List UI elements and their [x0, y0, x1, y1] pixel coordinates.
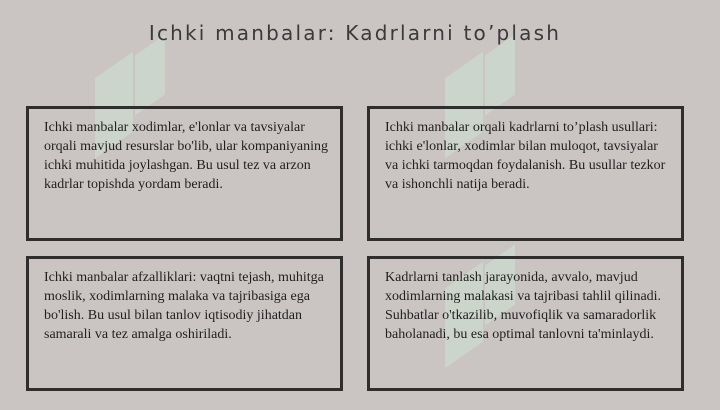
card-text: Ichki manbalar xodimlar, e'lonlar va tavsiyalar orqali mavjud resurslar bo'lib, ular kompaniyaning ichki muhitida joylashgan. Bu usul tez va arzon kadrlar topishda yordam beradi. — [44, 120, 329, 192]
text-card — [26, 106, 343, 241]
text-card — [367, 256, 684, 391]
card-text: Ichki manbalar afzalliklari: vaqtni tejash, muhitga moslik, xodimlarning malaka va tajribasiga ega bo'lish. Bu usul bilan tanlov iqtisodiy jihatdan samarali va tez amalga oshiriladi. — [44, 270, 324, 342]
slide-title: Ichki manbalar: Kadrlarni to’plash — [148, 21, 562, 45]
text-card — [367, 106, 684, 241]
card-text: Kadrlarni tanlash jarayonida, avvalo, mavjud xodimlarning malakasi va tajribasi tahlil qilinadi. Suhbatlar o'tkazilib, muvofiqlik va samaradorlik baholanadi, bu esa optimal tanlovni ta'minlaydi. — [385, 270, 662, 342]
card-text: Ichki manbalar orqali kadrlarni to’plash usullari: ichki e'lonlar, xodimlar bilan muloqot, tavsiyalar va ichki tarmoqdan foydalanish. Bu usullar tezkor va ishonchli natija beradi. — [385, 120, 666, 192]
watermark-leaf-shape — [485, 34, 515, 115]
watermark-leaf-shape — [135, 34, 165, 115]
text-card — [26, 256, 343, 391]
